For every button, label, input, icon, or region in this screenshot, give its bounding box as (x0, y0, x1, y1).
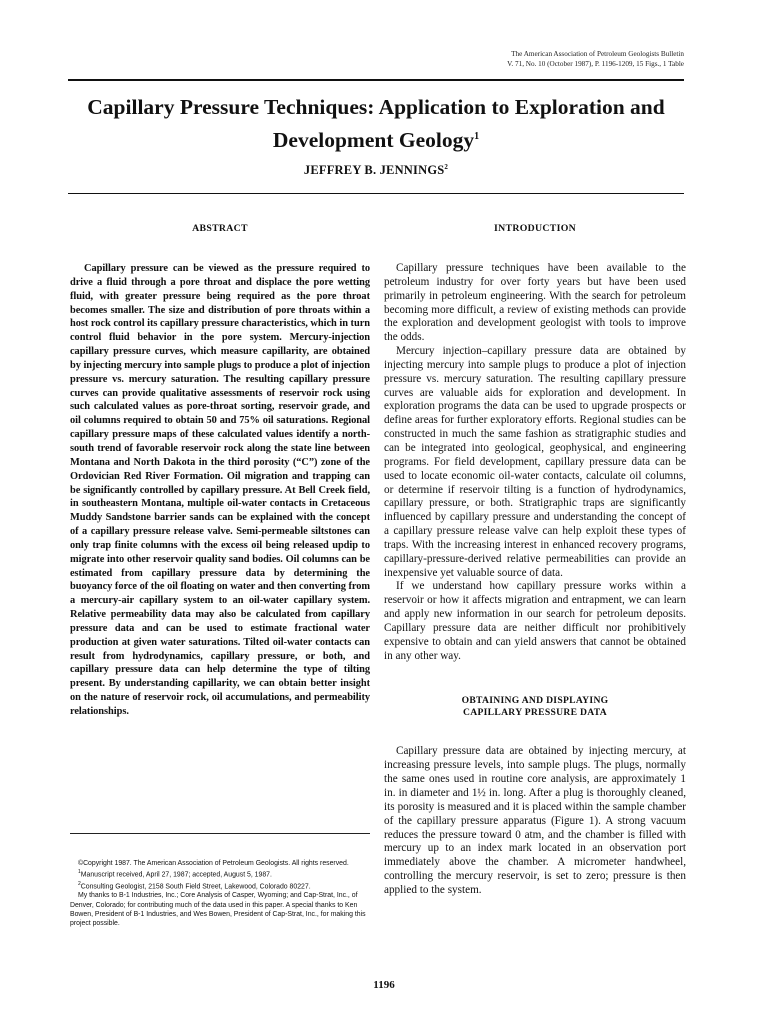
footnote-2 (70, 880, 370, 892)
obtaining-data-paragraph: Capillary pressure data are obtained by injecting mercury, at increasing pressure levels, into sample plugs. The plugs, normally the same ones used in routine core analysis, are approximately 1 in. in diameter and 1½ in. long. After a plug is thoroughly cleaned, its porosity is measured and it is placed within the sample chamber of the capillary pressure apparatus (Figure 1). A strong vacuum reduces the pressure toward 0 atm, and the chamber is filled with mercury up to an index mark located in an observation port immediately above the chamber. A micrometer handwheel, controlling the mercury reservoir, is set to zero; pressure is then applied to the system. (384, 745, 686, 896)
introduction-paragraph-2: Mercury injection–capillary pressure data are obtained by injecting mercury into sample plugs to produce a plot of injection pressure vs. mercury saturation. The resulting capillary pressure curves are valuable aids for exploration and development. In exploration programs the data can be used to upgrade prospects or define areas for further exploratory efforts. Regional studies can be constructed in much the same fashion as stratigraphic studies and can be integrated into geological, geophysical, and engineering programs. For field development, capillary pressure data can be used to locate economic oil-water contacts, calculate oil columns, or determine if reservoir tilting is a function of hydrodynamics, capillary pressure, or both. Stratigraphic traps are significantly influenced by capillary pressure and understanding the concept of a capillary pressure release valve can help exploit these types of traps. With the increasing interest in enhanced recovery programs, capillary-pressure-derived relative permeabilities can provide an inexpensive yet valuable source of data. (384, 345, 686, 579)
footnote-2-mark: 2 (78, 880, 81, 887)
footnote-1 (70, 868, 370, 880)
footnote-acknowledgments: My thanks to B-1 Industries, Inc.; Core Analysis of Casper, Wyoming; and Cap-Strat, Inc., of Denver, Colorado; for contributing much of the data used in this paper. A special thanks to Ken Bowen, President of B-1 Industries, and Wes Bowen, President of Cap-Strat, Inc., for making this project possible. (70, 892, 366, 928)
introduction-heading: INTRODUCTION (494, 223, 576, 234)
author-footnote-mark: 2 (444, 163, 449, 171)
footnote-1-mark: 1 (78, 869, 81, 876)
right-column (384, 222, 686, 898)
footnote-2-text: Consulting Geologist, 2158 South Field Street, Lakewood, Colorado 80227. (80, 883, 311, 891)
footnote-copyright: ©Copyright 1987. The American Association of Petroleum Geologists. All rights reserved. (78, 860, 349, 867)
journal-reference (424, 49, 684, 69)
journal-reference-line-2: V. 71, No. 10 (October 1987), P. 1196-1209, 15 Figs., 1 Table (507, 60, 684, 68)
introduction-paragraph-1: Capillary pressure techniques have been available to the petroleum industry for over forty years but have been used primarily in petroleum engineering. With the search for petroleum becoming more difficult, a review of existing methods can provide the exploration and development geologist with tools to improve the odds. (384, 262, 686, 344)
title-line-2 (68, 122, 684, 155)
footnote-1-text: Manuscript received, April 27, 1987; accepted, August 5, 1987. (80, 871, 272, 879)
header-rule (68, 79, 684, 81)
abstract-heading: ABSTRACT (192, 223, 248, 234)
obtaining-heading-line-2: CAPILLARY PRESSURE DATA (463, 707, 607, 719)
author-text: JEFFREY B. JENNINGS (303, 163, 445, 178)
footnote-rule (70, 833, 370, 834)
author-name (68, 163, 684, 178)
title-block-rule (68, 193, 684, 194)
obtaining-heading-line-1: OBTAINING AND DISPLAYING (461, 695, 609, 707)
footnotes (70, 859, 370, 929)
obtaining-data-heading (384, 695, 686, 719)
title-line-2-text: Development Geology (272, 128, 475, 153)
page-number: 1196 (373, 979, 395, 991)
title-line-1: Capillary Pressure Techniques: Application to Exploration and (87, 95, 665, 119)
title-footnote-mark: 1 (474, 131, 480, 142)
introduction-paragraph-3: If we understand how capillary pressure works within a reservoir or how it affects migration and entrapment, we can learn and apply new information in our search for petroleum deposits. Capillary pressure data are neither difficult nor prohibitively expensive to obtain and can yield answers that cannot be obtained in any other way. (384, 580, 686, 662)
paper-title (68, 93, 684, 155)
introduction-body (384, 262, 686, 663)
journal-reference-line-1: The American Association of Petroleum Geologists Bulletin (511, 50, 684, 58)
abstract-body: Capillary pressure can be viewed as the pressure required to drive a fluid through a pore throat and displace the pore wetting fluid, with greater pressure being required as the pore throat becomes smaller. The size and distribution of pore throats within a host rock control its capillary pressure characteristics, which in turn control fluid behavior in the pore system. Mercury-injection capillary pressure curves, which measure capillarity, are obtained by injecting mercury into sample plugs to produce a plot of injection pressure vs. mercury saturation. The resulting capillary pressure curves can provide qualitative assessments of reservoir rock using such calculated values as pore-throat sorting, reservoir grade, and oil columns required to obtain 50 and 75% oil saturations. Regional capillary pressure maps of these calculated values identify a north-south trend of favorable reservoir rock along the state line between Montana and North Dakota in the third porosity (“C”) zone of the Ordovician Red River Formation. Oil migration and trapping can be significantly controlled by capillary pressure. At Bell Creek field, in southeastern Montana, multiple oil-water contacts in Cretaceous Muddy Sandstone barrier sands can be explained with the concept of a capillary pressure release valve. Semi-permeable siltstones can only trap finite columns with the excess oil being released updip to migrate into other reservoir quality sand bodies. Oil columns can be estimated from capillary pressure data by determining the buoyancy force of the oil floating on water and then converting from a mercury-air capillary system to an oil-water capillary system. Relative permeability data may also be calculated from capillary pressure data and can be used to estimate fractional water production at given water saturations. Tilted oil-water contacts can result from hydrodynamics, capillary pressure, or both, and capillary pressure data can help determine the type of tilting present. By understanding capillarity, we can obtain better insight on the nature of reservoir rock, oil accumulations, and permeability relationships. (70, 263, 370, 717)
left-column (70, 222, 370, 729)
